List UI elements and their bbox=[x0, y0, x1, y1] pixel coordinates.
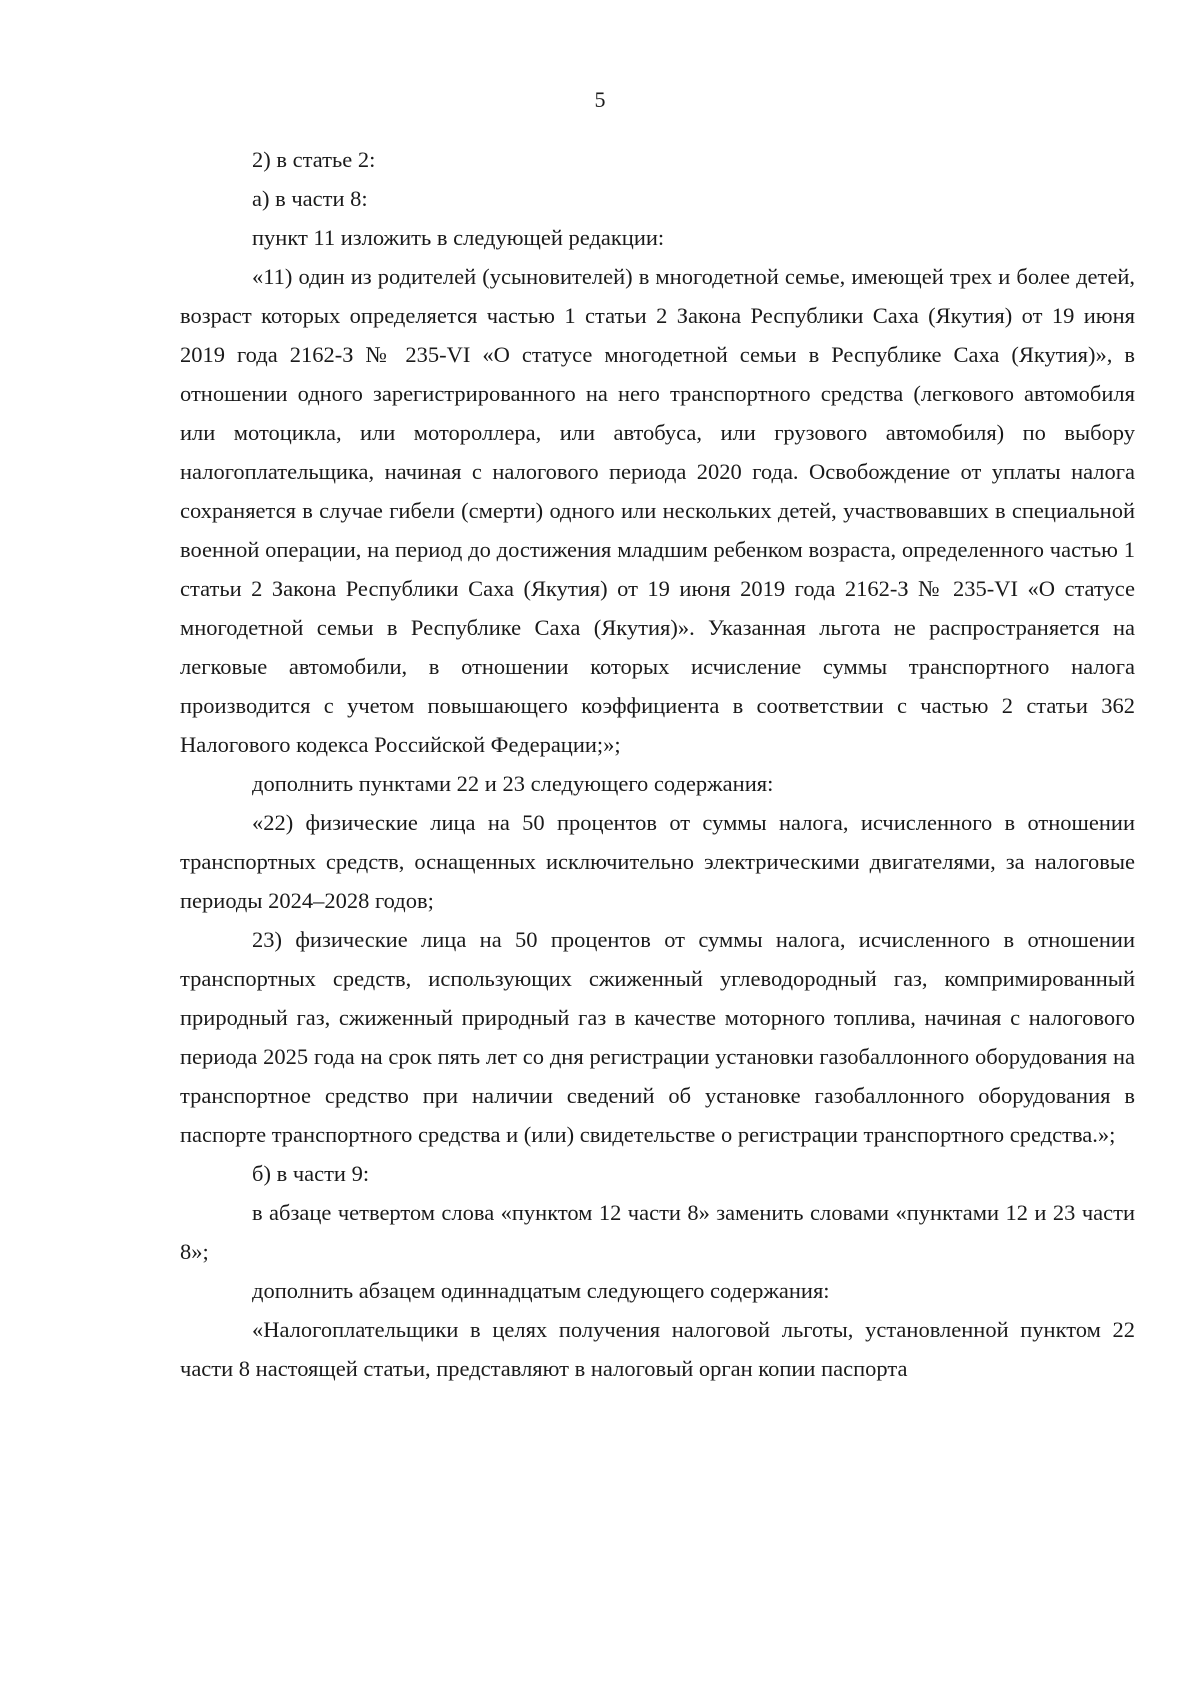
paragraph-add-eleventh: дополнить абзацем одиннадцатым следующего содержания: bbox=[252, 1278, 830, 1303]
paragraph-item-11-text: «11) один из родителей (усыновителей) в многодетной семье, имеющей трех и более детей, возраст которых определяется частью 1 статьи 2 Закона Республики Саха (Якутия) от 19 июня 2019 года 2162-З № 235-VI «О статусе многодетной семьи в Республике Саха (Якутия)», в отношении одного зарегистрированного на него транспортного средства (легкового автомобиля или мотоцикла, или мотороллера, или автобуса, или грузового автомобиля) по выбору налогоплательщика, начиная с налогового периода 2020 года. Освобождение от уплаты налога сохраняется в случае гибели (смерти) одного или нескольких детей, участвовавших в специальной военной операции, на период до достижения младшим ребенком возраста, определенного частью 1 статьи 2 Закона Республики Саха (Якутия) от 19 июня 2019 года 2162-З № 235-VI «О статусе многодетной семьи в Республике Саха (Якутия)». Указанная льгота не распространяется на легковые автомобили, в отношении которых исчисление суммы транспортного налога производится с учетом повышающего коэффициента в соответствии с частью 2 статьи 362 Налогового кодекса Российской Федерации;»; bbox=[180, 264, 1135, 757]
paragraph-part-8: а) в части 8: bbox=[252, 186, 368, 211]
paragraph-item-22: «22) физические лица на 50 процентов от суммы налога, исчисленного в отношении транспортных средств, оснащенных исключительно электрическими двигателями, за налоговые периоды 2024–2028 годов; bbox=[180, 810, 1135, 913]
paragraph-replace-words: в абзаце четвертом слова «пунктом 12 части 8» заменить словами «пунктами 12 и 23 части 8»; bbox=[180, 1200, 1135, 1264]
paragraph-part-9: б) в части 9: bbox=[252, 1161, 370, 1186]
document-body bbox=[180, 140, 1135, 1388]
page-number: 5 bbox=[594, 87, 606, 112]
paragraph-taxpayers: «Налогоплательщики в целях получения налоговой льготы, установленной пунктом 22 части 8 настоящей статьи, представляют в налоговый орган копии паспорта bbox=[180, 1317, 1135, 1381]
paragraph-add-items-22-23: дополнить пунктами 22 и 23 следующего содержания: bbox=[252, 771, 774, 796]
paragraph-article-2: 2) в статье 2: bbox=[252, 147, 376, 172]
paragraph-item-23: 23) физические лица на 50 процентов от суммы налога, исчисленного в отношении транспортных средств, использующих сжиженный углеводородный газ, компримированный природный газ, сжиженный природный газ в качестве моторного топлива, начиная с налогового периода 2025 года на срок пять лет со дня регистрации установки газобаллонного оборудования на транспортное средство при наличии сведений об установке газобаллонного оборудования в паспорте транспортного средства и (или) свидетельстве о регистрации транспортного средства.»; bbox=[180, 927, 1135, 1147]
paragraph-item-11-intro: пункт 11 изложить в следующей редакции: bbox=[252, 225, 665, 250]
